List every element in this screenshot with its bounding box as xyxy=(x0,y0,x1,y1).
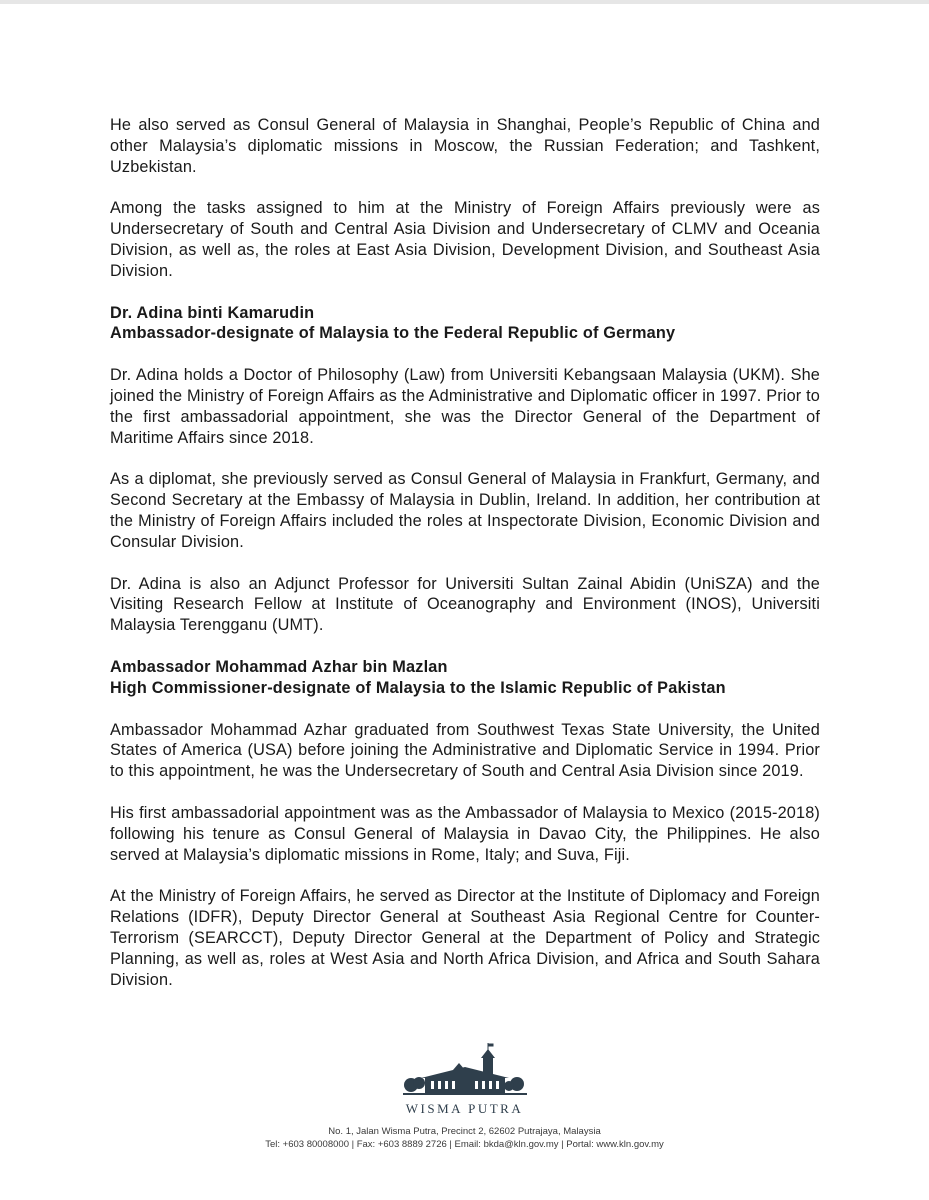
paragraph: His first ambassadorial appointment was as the Ambassador of Malaysia to Mexico (2015-2018) following his tenure as Consul General of Malaysia in Davao City, the Philippines. He also served at Malaysia’s diplomatic missions in Rome, Italy; and Suva, Fiji. xyxy=(110,803,820,864)
appointee-title: Ambassador-designate of Malaysia to the Federal Republic of Germany xyxy=(110,324,676,343)
appointee-name: Dr. Adina binti Kamarudin xyxy=(110,303,315,322)
section-heading-adina xyxy=(110,303,820,345)
brand-wordmark: WISMA PUTRA xyxy=(405,1101,524,1116)
press-release-body xyxy=(110,115,820,1011)
section-heading-azhar xyxy=(110,657,820,699)
paragraph: Ambassador Mohammad Azhar graduated from Southwest Texas State University, the United States of America (USA) before joining the Administrative and Diplomatic Service in 1994. Prior to this appointment, he was the Undersecretary of South and Central Asia Division since 2019. xyxy=(110,720,820,781)
wisma-putra-building-icon xyxy=(395,1043,535,1103)
paragraph: Dr. Adina holds a Doctor of Philosophy (Law) from Universiti Kebangsaan Malaysia (UKM). She joined the Ministry of Foreign Affairs as the Administrative and Diplomatic officer in 1997. Prior to the first ambassadorial appointment, she was the Director General of the Department of Maritime Affairs since 2018. xyxy=(110,366,820,447)
paragraph: Among the tasks assigned to him at the Ministry of Foreign Affairs previously were as Undersecretary of South and Central Asia Division and Undersecretary of CLMV and Oceania Division, as well as, the roles at East Asia Division, Development Division, and Southeast Asia Division. xyxy=(110,199,820,280)
letterhead-footer xyxy=(0,1043,929,1151)
footer-address: No. 1, Jalan Wisma Putra, Precinct 2, 62602 Putrajaya, Malaysia xyxy=(328,1126,601,1137)
appointee-name: Ambassador Mohammad Azhar bin Mazlan xyxy=(110,657,448,676)
footer-contact: Tel: +603 80008000 | Fax: +603 8889 2726 | Email: bkda@kln.gov.my | Portal: www.kln.gov.my xyxy=(265,1139,664,1150)
appointee-title: High Commissioner-designate of Malaysia to the Islamic Republic of Pakistan xyxy=(110,678,726,697)
paragraph: As a diplomat, she previously served as Consul General of Malaysia in Frankfurt, Germany, and Second Secretary at the Embassy of Malaysia in Dublin, Ireland. In addition, her contribution at the Ministry of Foreign Affairs included the roles at Inspectorate Division, Economic Division and Consular Division. xyxy=(110,470,820,551)
paragraph: Dr. Adina is also an Adjunct Professor for Universiti Sultan Zainal Abidin (UniSZA) and the Visiting Research Fellow at Institute of Oceanography and Environment (INOS), Universiti Malaysia Terengganu (UMT). xyxy=(110,574,820,635)
paragraph: At the Ministry of Foreign Affairs, he served as Director at the Institute of Diplomacy and Foreign Relations (IDFR), Deputy Director General at Southeast Asia Regional Centre for Counter-Terrorism (SEARCCT), Deputy Director General at the Department of Policy and Strategic Planning, as well as, roles at West Asia and North Africa Division, and Africa and South Sahara Division. xyxy=(110,887,820,989)
paragraph: He also served as Consul General of Malaysia in Shanghai, People’s Republic of China and other Malaysia’s diplomatic missions in Moscow, the Russian Federation; and Tashkent, Uzbekistan. xyxy=(110,116,820,176)
top-border xyxy=(0,0,929,4)
